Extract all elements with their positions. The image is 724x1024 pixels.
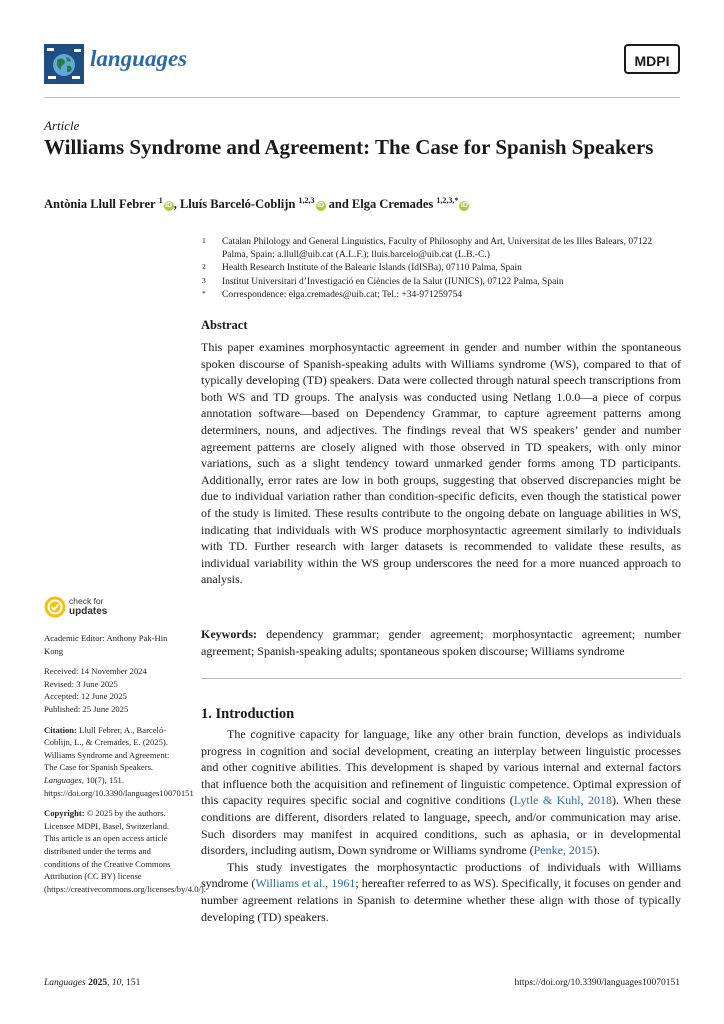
footer-year: 2025: [88, 978, 108, 988]
citation-link[interactable]: Williams et al., 1961: [255, 876, 356, 891]
paragraph-text: This study investigates the morphosyntactic productions of individuals with Williams syndrome (: [201, 859, 681, 891]
abstract-text: This paper examines morphosyntactic agreement in gender and number within the spontaneous spoken discourse of Spanish-speaking adults with Williams syndrome (WS), compared to that of typically developing (TD) speakers. Data were collected through natural speech transcriptions from both WS and TD groups. The analysis was conducted using Netlang 1.0.0—a piece of corpus annotation software—based on Dependency Grammar, to capture agreement patterns among determiners, nouns, and adjectives. The findings reveal that WS speakers’ gender and number agreement patterns are closely aligned with those observed in TD speakers, with only minor variations, such as a slight tendency toward unmarked gender forms among TD participants. Additionally, error rates are low in both groups, suggesting that observed discrepancies might be due to individual variation rather than condition-specific deficits, even though the statistical power of the study is limited. These results contribute to the ongoing debate on language abilities in WS, indicating that individuals with WS produce morphosyntactic agreement similarly to individuals with TD. Further research with larger datasets is recommended to validate these results, as individual variability within the WS group underscores the need for a more nuanced approach to analysis.: [201, 340, 681, 587]
author-affiliation-sup: 1: [158, 196, 163, 205]
paragraph-text: The cognitive capacity for language, like any other brain function, develops as individuals progress in cognition and social development, creating an interplay between linguistic processes and other cognitive abilities. This development is shaped by various internal and external factors that influence both the acquisition and refinement of linguistic competence. Optimal expression of this capacity requires specific social and cognitive conditions (: [201, 727, 681, 808]
footer-journal: Languages: [44, 978, 86, 988]
affiliation-item: [200, 289, 680, 302]
affiliation-text: Institut Universitari d’Investigació en Ciències de la Salut (IUNICS), 07122 Palma, Spain: [222, 276, 564, 287]
keywords: [201, 626, 681, 659]
published-date: Published: 25 June 2025: [44, 703, 129, 714]
footer-volume: 10: [111, 978, 122, 988]
author-affiliation-sup: 1,2,3: [298, 196, 315, 205]
citation-volume-doi[interactable]: 10(7), 151. https://doi.org/10.3390/languages10070151: [44, 774, 194, 798]
affiliation-item: [200, 236, 680, 262]
journal-name: languages: [90, 46, 188, 71]
citation-year: 2018: [588, 793, 613, 808]
author-list: Antònia Llull Febrer $^1$iD , Lluís Barceló-Coblijn $^{1,2,3}$iD and Elga Cremades $^{1,2,3,*}$iD: [44, 196, 468, 212]
author-affiliation-sup: 1,2,3,*: [436, 196, 459, 205]
copyright-label: Copyright:: [44, 808, 85, 819]
affiliation-item: [200, 276, 680, 289]
revised-date: Revised: 3 June 2025: [44, 678, 118, 689]
check-line2: updates: [69, 605, 108, 617]
accepted-date: Accepted: 12 June 2025: [44, 691, 127, 702]
author-name[interactable]: Lluís Barceló-Coblijn: [179, 197, 296, 212]
affiliation-item: [200, 262, 680, 275]
affiliation-number: 2: [202, 262, 206, 272]
keywords-text: dependency grammar; gender agreement; morphosyntactic agreement; number agreement; Spanish-speaking adults; spontaneous spoken discourse; Williams syndrome: [201, 627, 682, 658]
affiliation-text: Catalan Philology and General Linguistics, Faculty of Philosophy and Art, Universitat de les Illes Balears, 07122 Palma, Spain; a.llull@uib.cat (A.L.F.); lluis.barcelo@uib.cat (L.B.-C.): [222, 237, 653, 261]
section-heading-introduction: 1. Introduction: [201, 706, 295, 722]
correspondence-text[interactable]: Correspondence: elga.cremades@uib.cat; Tel.: +34-971259754: [222, 289, 463, 300]
citation-link[interactable]: Lytle & Kuhl, 2018: [513, 793, 613, 808]
author-name[interactable]: Elga Cremades: [351, 197, 434, 212]
footer-article-number: 151: [126, 978, 141, 988]
citation-author: Lytle & Kuhl: [513, 793, 581, 808]
publisher-logo: MDPI: [624, 44, 680, 74]
affiliation-number: *: [202, 288, 206, 298]
copyright-text: © 2025 by the authors. Licensee MDPI, Basel, Switzerland. This article is an open access article distributed under the terms and conditions of the Creative Commons Attribution (CC BY) license (https://creativecommons.org/licenses/by/4.0/).: [44, 808, 206, 894]
check-for-updates-icon: [44, 596, 66, 618]
check-for-updates-text: [69, 597, 107, 616]
paragraph: [201, 726, 681, 859]
paragraph-text: ). When these conditions are different, disorders related to language, speech, and/or communication may arise. Such disorders may manifest in acquired conditions, such as aphasia, or in developmental disorders, including autism, Down syndrome or Williams syndrome (: [201, 793, 681, 858]
article-info-sidebar: [44, 632, 206, 903]
orcid-icon[interactable]: iD: [165, 202, 173, 210]
citation-author: Williams et al.: [255, 876, 326, 891]
footer-citation: Languages 2025, 10, 151: [44, 978, 141, 988]
keywords-label: Keywords:: [201, 627, 257, 641]
copyright-block: [44, 807, 206, 895]
journal-logo-icon: [44, 44, 84, 84]
citation-label: Citation:: [44, 724, 77, 735]
citation-block: [44, 724, 194, 800]
abstract-heading: Abstract: [201, 318, 248, 332]
paragraph: [201, 859, 681, 925]
dates: [44, 665, 184, 715]
author-name[interactable]: Antònia Llull Febrer: [44, 197, 156, 212]
orcid-icon[interactable]: iD: [460, 202, 468, 210]
affiliation-text: Health Research Institute of the Balearic Islands (IdISBa), 07110 Palma, Spain: [222, 263, 522, 274]
citation-year: 2015: [568, 843, 593, 858]
section-divider: [201, 678, 681, 679]
orcid-icon[interactable]: iD: [317, 202, 324, 210]
citation-link[interactable]: Penke, 2015: [533, 843, 593, 858]
paragraph-text: ).: [592, 843, 600, 858]
received-date: Received: 14 November 2024: [44, 666, 147, 677]
paragraph-text: ; hereafter referred to as WS). Specifically, it focuses on gender and number agreement relations in Spanish to determine whether these align with those of typically developing (TD) speakers.: [201, 876, 681, 924]
affiliation-number: 3: [202, 275, 206, 285]
article-type: Article: [44, 118, 80, 133]
academic-editor: Academic Editor: Anthony Pak-Hin Kong: [44, 633, 168, 656]
affiliations: [200, 236, 680, 302]
check-line1: check for: [69, 596, 104, 606]
article-title: Williams Syndrome and Agreement: The Case for Spanish Speakers: [44, 135, 654, 159]
footer-doi-link[interactable]: https://doi.org/10.3390/languages10070151: [514, 978, 680, 988]
header-divider: [44, 97, 680, 98]
citation-author: Penke: [533, 843, 563, 858]
citation-year: 1961: [331, 876, 356, 891]
citation-journal: Languages,: [44, 774, 84, 785]
affiliation-number: 1: [202, 236, 206, 245]
check-for-updates-badge[interactable]: [44, 596, 164, 618]
introduction-body: [201, 726, 681, 925]
citation-text: Llull Febrer, A., Barceló-Coblijn, L., & Cremades, E. (2025). Williams Syndrome and Agreement: The Case for Spanish Speakers.: [44, 724, 170, 773]
authors-conjunction: and: [328, 197, 349, 212]
